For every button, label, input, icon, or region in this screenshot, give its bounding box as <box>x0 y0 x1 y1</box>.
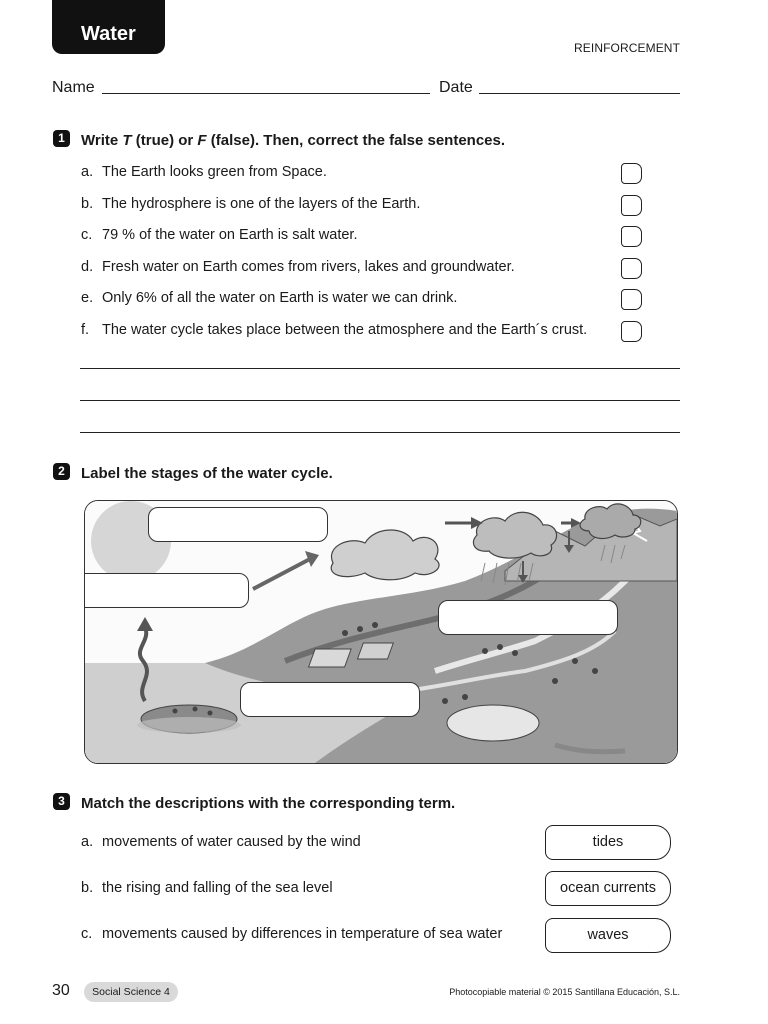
true-false-box[interactable] <box>621 321 642 342</box>
name-label: Name <box>52 79 95 96</box>
exercise-1-number: 1 <box>53 130 70 147</box>
true-false-box[interactable] <box>621 195 642 216</box>
exercise-3-instruction: Match the descriptions with the corresponding term. <box>81 795 456 812</box>
statement-item: d. Fresh water on Earth comes from rivers, lakes and groundwater. <box>81 259 515 275</box>
date-label: Date <box>439 79 473 96</box>
title-tab <box>52 0 165 54</box>
term-box[interactable]: tides <box>545 825 671 860</box>
book-title-badge: Social Science 4 <box>84 982 178 1002</box>
term-box[interactable]: waves <box>545 918 671 953</box>
exercise-3-number: 3 <box>53 793 70 810</box>
stage-label-box-2[interactable] <box>84 573 249 608</box>
true-false-box[interactable] <box>621 226 642 247</box>
description-item: c. movements caused by differences in temperature of sea water <box>81 926 503 942</box>
stage-label-box-4[interactable] <box>240 682 420 717</box>
water-cycle-diagram <box>84 500 678 764</box>
stage-label-box-3[interactable] <box>438 600 618 635</box>
statement-item: b. The hydrosphere is one of the layers of the Earth. <box>81 196 421 212</box>
description-item: b. the rising and falling of the sea level <box>81 880 333 896</box>
answer-line[interactable] <box>80 432 680 433</box>
lake <box>447 705 539 741</box>
name-field[interactable] <box>102 93 430 94</box>
description-item: a. movements of water caused by the wind <box>81 834 361 850</box>
true-false-box[interactable] <box>621 289 642 310</box>
answer-line[interactable] <box>80 400 680 401</box>
copyright-notice: Photocopiable material © 2015 Santillana Educación, S.L. <box>449 987 680 997</box>
true-false-box[interactable] <box>621 258 642 279</box>
page-number: 30 <box>52 982 70 999</box>
statement-item: a. The Earth looks green from Space. <box>81 164 327 180</box>
section-type-label: REINFORCEMENT <box>574 41 680 55</box>
term-box[interactable]: ocean currents <box>545 871 671 906</box>
date-field[interactable] <box>479 93 680 94</box>
true-false-box[interactable] <box>621 163 642 184</box>
exercise-2-instruction: Label the stages of the water cycle. <box>81 465 333 482</box>
page-title: Water <box>81 23 136 45</box>
exercise-1-instruction: Write T (true) or F (false). Then, correct the false sentences. <box>81 132 506 149</box>
answer-line[interactable] <box>80 368 680 369</box>
stage-label-box-1[interactable] <box>148 507 328 542</box>
statement-item: c. 79 % of the water on Earth is salt water. <box>81 227 358 243</box>
exercise-2-number: 2 <box>53 463 70 480</box>
statement-item: f. The water cycle takes place between the atmosphere and the Earth´s crust. <box>81 322 588 338</box>
statement-item: e. Only 6% of all the water on Earth is water we can drink. <box>81 290 458 306</box>
